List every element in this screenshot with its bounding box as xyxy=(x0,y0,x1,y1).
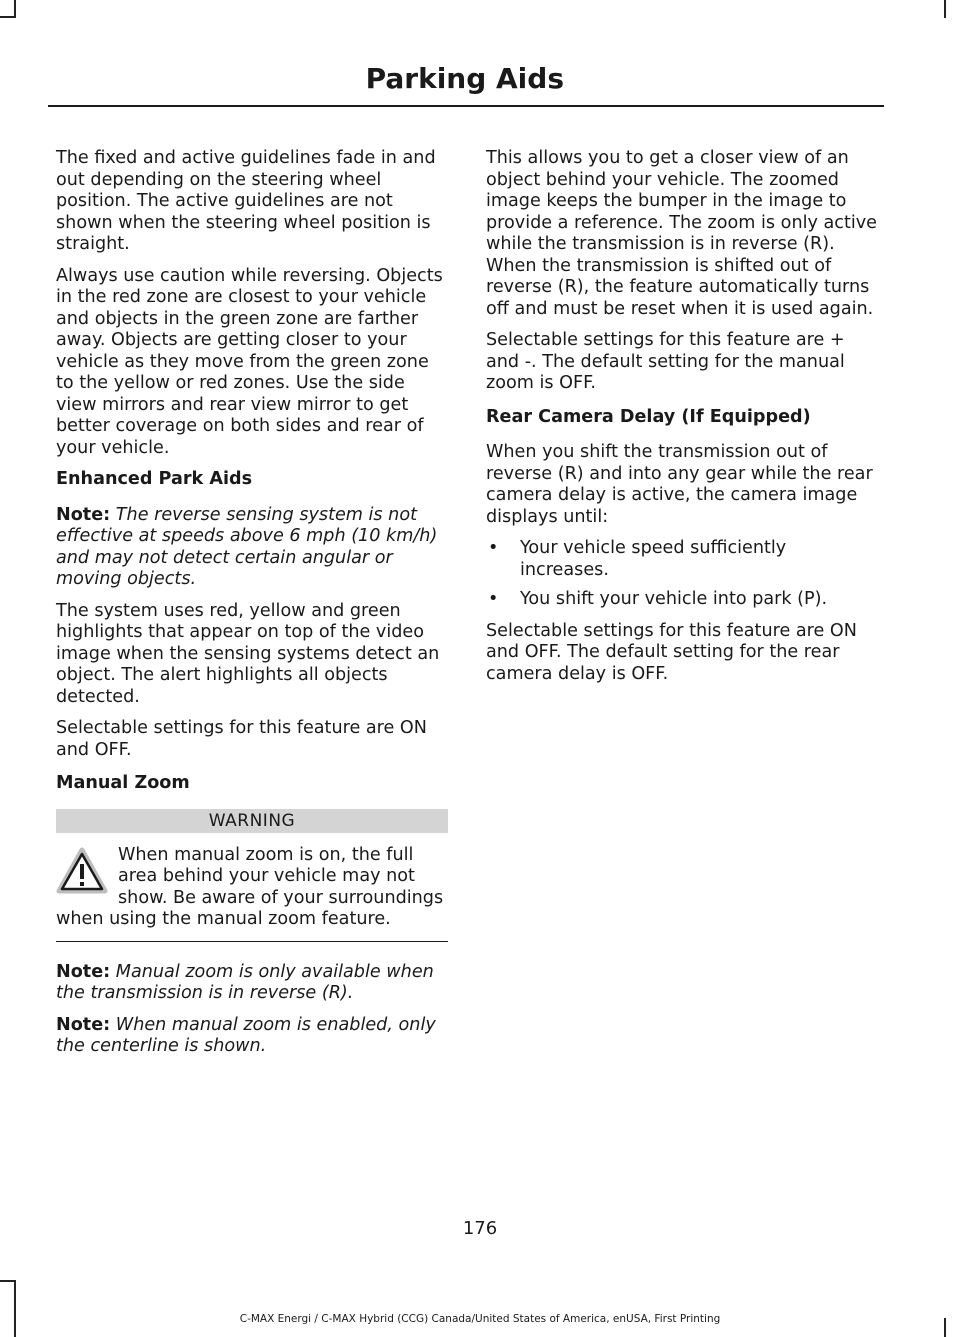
settings-paragraph: Selectable settings for this feature are ON and OFF. xyxy=(56,718,427,760)
note-label: Note: xyxy=(56,961,111,982)
list-item xyxy=(486,589,880,611)
rear-camera-delay-heading: Rear Camera Delay (If Equipped) xyxy=(486,406,811,427)
manual-zoom-heading: Manual Zoom xyxy=(56,773,190,793)
note-sensing xyxy=(56,505,448,591)
crop-mark-top-left-h xyxy=(0,16,16,18)
page-title: Parking Aids xyxy=(365,62,564,95)
delay-description-paragraph: When you shift the transmission out of reverse (R) and into any gear while the rear camera delay is active, the camera image displays until: xyxy=(486,442,873,527)
note-text: The reverse sensing system is not effective at speeds above 6 mph (10 km/h) and may not detect certain angular or moving objects. xyxy=(56,504,438,589)
guidelines-paragraph: The fixed and active guidelines fade in and out depending on the steering wheel position. The active guidelines are not shown when the steering wheel position is straight. xyxy=(56,148,436,254)
crop-mark-bottom-left-h xyxy=(0,1280,16,1282)
warning-triangle-icon xyxy=(56,847,108,895)
crop-mark-bottom-left xyxy=(14,1280,16,1337)
warning-text: When manual zoom is on, the full area behind your vehicle may not show. Be aware of your surroundings when using the manual zoom feature. xyxy=(56,844,444,929)
caution-paragraph: Always use caution while reversing. Objects in the red zone are closest to your vehicle and objects in the green zone are farther away. Objects are getting closer to your vehicle as they move from the green zone to the yellow or red zones. Use the side view mirrors and rear view mirror to get better coverage on both sides and rear of your vehicle. xyxy=(56,265,443,458)
delay-settings-paragraph: Selectable settings for this feature are ON and OFF. The default setting for the rear camera delay is OFF. xyxy=(486,620,857,684)
note-text: Manual zoom is only available when the transmission is in reverse (R). xyxy=(56,961,434,1003)
crop-mark-top-right xyxy=(944,0,946,18)
highlights-paragraph: The system uses red, yellow and green highlights that appear on top of the video image when the sensing systems detect an object. The alert highlights all objects detected. xyxy=(56,600,440,707)
zoom-settings-paragraph: Selectable settings for this feature are + and -. The default setting for the manual zoom is OFF. xyxy=(486,330,845,393)
note-reverse xyxy=(56,962,448,1005)
left-column xyxy=(56,148,448,1068)
page-number: 176 xyxy=(462,1218,498,1239)
bullet-icon: • xyxy=(488,538,499,558)
zoom-description-paragraph: This allows you to get a closer view of an object behind your vehicle. The zoomed image keeps the bumper in the image to provide a reference. The zoom is only active while the transmission is in reverse (R). When the transmission is shifted out of reverse (R), the feature automatically turns off and must be reset when it is used again. xyxy=(486,148,877,319)
header-rule xyxy=(48,105,884,107)
note-label: Note: xyxy=(56,1014,111,1035)
warning-box xyxy=(56,845,448,942)
note-centerline xyxy=(56,1015,448,1058)
warning-banner: WARNING xyxy=(56,809,448,833)
list-item xyxy=(486,538,880,581)
note-text: When manual zoom is enabled, only the centerline is shown. xyxy=(56,1014,436,1056)
footer-text: C-MAX Energi / C-MAX Hybrid (CCG) Canada/United States of America, enUSA, First Printing xyxy=(239,1313,721,1325)
list-item-text: You shift your vehicle into park (P). xyxy=(520,589,828,609)
delay-conditions-list xyxy=(486,538,880,611)
note-label: Note: xyxy=(56,504,111,525)
list-item-text: Your vehicle speed sufficiently increases. xyxy=(520,538,787,580)
right-column xyxy=(486,148,880,695)
enhanced-park-aids-heading: Enhanced Park Aids xyxy=(56,469,253,489)
bullet-icon: • xyxy=(488,589,499,609)
